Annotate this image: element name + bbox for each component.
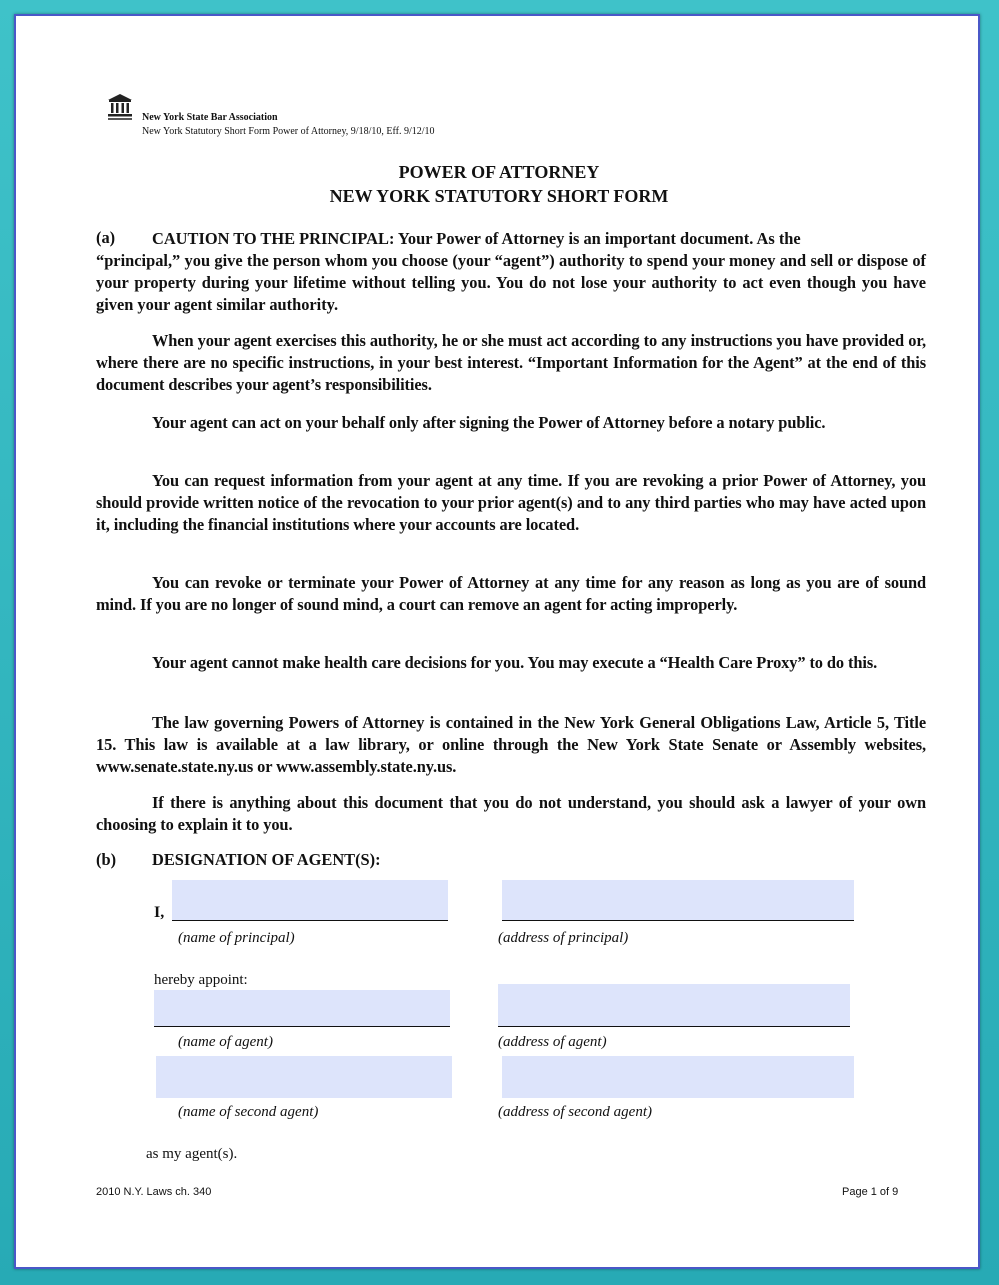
paragraph: If there is anything about this document that you do not understand, you should ask a lawyer of your own choosing to explain it to you. bbox=[96, 793, 926, 834]
nysba-logo-icon bbox=[106, 92, 134, 122]
paragraph: You can request information from your agent at any time. If you are revoking a prior Power of Attorney, you should provide written notice of the revocation to your prior agent(s) and to any third parties who may have acted upon it, including the financial institutions where your accounts are located. bbox=[96, 471, 926, 534]
principal-name-field[interactable] bbox=[172, 880, 448, 921]
footer-citation: 2010 N.Y. Laws ch. 340 bbox=[96, 1186, 212, 1198]
agent-address-caption: (address of agent) bbox=[498, 1034, 607, 1050]
second-agent-address-field[interactable] bbox=[502, 1056, 854, 1098]
section-a-label: (a) bbox=[96, 228, 116, 247]
organization-name: New York State Bar Association bbox=[142, 112, 278, 123]
page-subtitle: NEW YORK STATUTORY SHORT FORM bbox=[329, 186, 669, 206]
second-agent-name-field[interactable] bbox=[156, 1056, 452, 1098]
hereby-appoint-label: hereby appoint: bbox=[154, 972, 248, 988]
second-agent-name-caption: (name of second agent) bbox=[178, 1104, 319, 1120]
principal-name-caption: (name of principal) bbox=[178, 930, 295, 946]
designation-heading: DESIGNATION OF AGENT(S): bbox=[152, 850, 381, 869]
principal-prefix: I, bbox=[154, 904, 165, 921]
page-number: Page 1 of 9 bbox=[842, 1186, 899, 1198]
second-agent-address-caption: (address of second agent) bbox=[498, 1104, 652, 1120]
agent-address-field[interactable] bbox=[498, 984, 850, 1027]
section-b-label: (b) bbox=[96, 850, 117, 869]
caution-first-line: CAUTION TO THE PRINCIPAL: Your Power of Attorney is an important document. As the bbox=[152, 229, 801, 248]
caution-text: “principal,” you give the person whom you choose (your “agent”) authority to spend your money and sell or dispose of your property during your lifetime without telling you. You do not lose your authority to act even though you have given your agent similar authority. bbox=[96, 251, 926, 314]
principal-address-caption: (address of principal) bbox=[498, 930, 629, 946]
paragraph: When your agent exercises this authority, he or she must act according to any instructions you have provided or, where there are no specific instructions, in your best interest. “Important Information for the Agent” at the end of this document describes your agent’s responsibilities. bbox=[96, 331, 926, 394]
agent-name-field[interactable] bbox=[154, 990, 450, 1027]
paragraph: Your agent can act on your behalf only after signing the Power of Attorney before a notary public. bbox=[152, 413, 826, 432]
page-title: POWER OF ATTORNEY bbox=[398, 162, 600, 182]
paragraph: The law governing Powers of Attorney is contained in the New York General Obligations Law, Article 5, Title 15. This law is available at a law library, or online through the New York State Senate or Assembly websites, www.senate.state.ny.us or www.assembly.state.ny.us. bbox=[96, 713, 926, 776]
as-my-agents-text: as my agent(s). bbox=[146, 1146, 238, 1162]
form-reference: New York Statutory Short Form Power of Attorney, 9/18/10, Eff. 9/12/10 bbox=[142, 126, 435, 137]
document-page bbox=[14, 14, 980, 1269]
agent-name-caption: (name of agent) bbox=[178, 1034, 273, 1050]
principal-address-field[interactable] bbox=[502, 880, 854, 921]
paragraph: You can revoke or terminate your Power of Attorney at any time for any reason as long as you are of sound mind. If you are no longer of sound mind, a court can remove an agent for acting improperly. bbox=[96, 573, 926, 614]
paragraph: Your agent cannot make health care decisions for you. You may execute a “Health Care Proxy” to do this. bbox=[152, 653, 878, 672]
